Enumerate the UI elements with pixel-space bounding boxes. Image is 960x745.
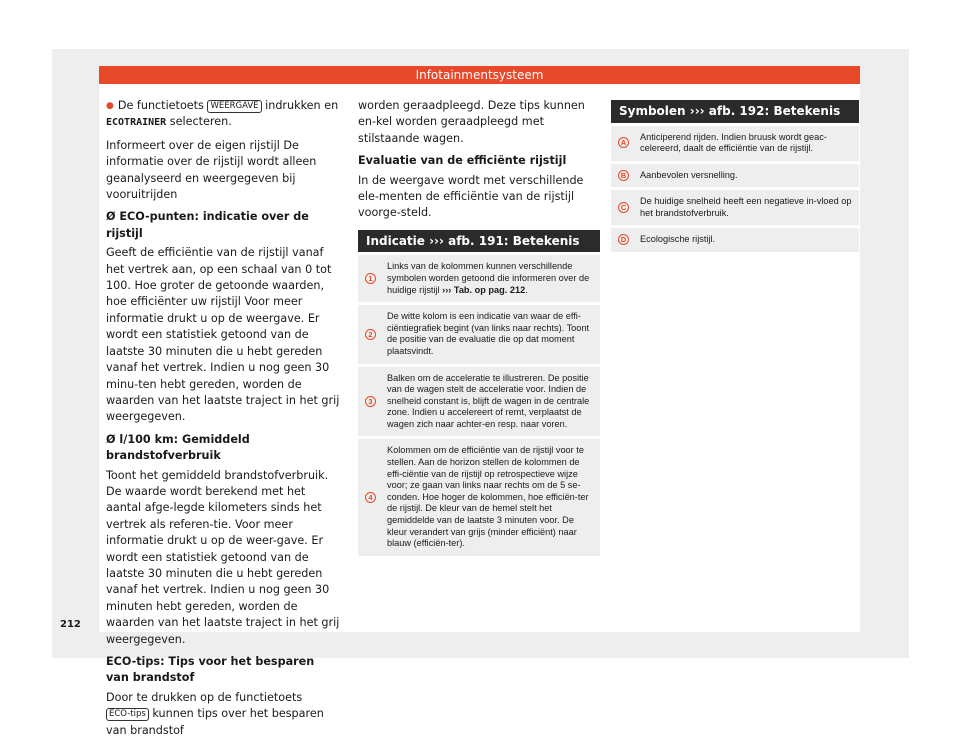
info-paragraph: Informeert over de eigen rijstijl De informatie over de rijstijl wordt alleen geanalyseerd en weergegeven bij vooruitrijden <box>106 138 317 202</box>
bullet-icon: ● <box>106 101 114 111</box>
indication-table <box>358 230 600 556</box>
eco-tips-continued: worden geraadpleegd. Deze tips kunnen en-kel worden geraadpleegd met stilstaande wagen. <box>358 99 585 145</box>
fuel-consumption-paragraph: Toont het gemiddeld brandstofverbruik. De waarde wordt berekend met het aantal afge-legde kilometers sinds het vertrek als referen-tie. Voor meer informatie drukt u op de weer-gave. Er wordt een statistiek getoond van de laatste 30 minuten die u hebt gereden vanaf het vertrek. Indien u nog geen 30 minuten hebt gereden, worden de waarden van het laatste traject in het grij weergegeven. <box>106 468 340 646</box>
column-3 <box>611 100 859 252</box>
callout-2-icon: 2 <box>365 329 376 340</box>
callout-3-icon: 3 <box>365 396 376 407</box>
eco-tips-key: ECO-tips <box>106 708 149 721</box>
callout-c-icon: C <box>618 202 629 213</box>
eco-tips-paragraph: Door te drukken op de functietoets ECO-tips kunnen tips over het besparen van brandstof <box>106 690 324 737</box>
page-number: 212 <box>60 619 81 630</box>
heading-evaluation: Evaluatie van de efficiënte rijstijl <box>358 154 567 168</box>
table-reference-link[interactable]: ››› Tab. op pag. 212 <box>442 284 526 295</box>
callout-4-icon: 4 <box>365 492 376 503</box>
evaluation-paragraph: In de weergave wordt met verschillende ele-menten de efficiëntie van de rijstijl voorge-steld. <box>358 173 584 220</box>
callout-d-icon: D <box>618 234 629 245</box>
table-row: B Aanbevolen versnelling. <box>611 162 859 189</box>
page-header: Infotainmentsysteem <box>99 66 860 84</box>
table-row: 2 De witte kolom is een indicatie van waar de effi-ciëntiegrafiek begint (van links naar rechts). Toont de positie van de evaluatie die op dat moment plaatsvindt. <box>358 304 600 365</box>
table-row: 3 Balken om de acceleratie te illustreren. De positie van de wagen stelt de acceleratie voor. Indien de snelheid constant is, blijft de wagen in de centrale zone. Indien u accelereert of remt, verplaatst de wagen zich naar achter-en resp. naar voren. <box>358 365 600 438</box>
table-row: A Anticiperend rijden. Indien bruusk wordt geac-celereerd, daalt de efficiëntie van de rijstijl. <box>611 124 859 162</box>
heading-fuel-consumption: Ø l/100 km: Gemiddeld brandstofverbruik <box>106 432 250 463</box>
weergave-key: WEERGAVE <box>207 100 261 113</box>
symbols-table <box>611 100 859 252</box>
table-row: 1 Links van de kolommen kunnen verschillende symbolen worden getoond die informeren over de huidige rijstijl ››› Tab. op pag. 212. <box>358 254 600 304</box>
heading-eco-tips: ECO-tips: Tips voor het besparen van brandstof <box>106 655 315 685</box>
column-2 <box>358 98 600 556</box>
instruction-paragraph: ● De functietoets WEERGAVE indrukken en ECOTRAINER selecteren. <box>106 99 339 129</box>
indication-table-title: Indicatie ››› afb. 191: Betekenis <box>358 230 600 254</box>
table-row: D Ecologische rijstijl. <box>611 227 859 252</box>
callout-a-icon: A <box>618 137 629 148</box>
symbols-table-title: Symbolen ››› afb. 192: Betekenis <box>611 100 859 124</box>
heading-eco-points: Ø ECO-punten: indicatie over de rijstijl <box>106 210 309 240</box>
table-row: 4 Kolommen om de efficiëntie van de rijstijl voor te stellen. Aan de horizon stellen de kolommen de effi-ciëntie van de rijstijl op retrospectieve wijze voor; ze gaan van links naar rechts om de 5 se-conden. Hoe hoger de kolommen, hoe efficiën-ter de rijstijl. De kleur van de hemel stelt het gemiddelde van de laatste 3 minuten voor. De kleur verandert van grijs (minder efficiënt) naar blauw (efficiën-ter). <box>358 438 600 556</box>
callout-1-icon: 1 <box>365 273 376 284</box>
eco-points-paragraph: Geeft de efficiëntie van de rijstijl vanaf het vertrek aan, op een schaal van 0 tot 100. Hoe groter de getoonde waarden, hoe efficiënter uw rijstijl Voor meer informatie drukt u op de weergave. Er wordt een statistiek getoond van de laatste 30 minuten die u hebt gereden vanaf het vertrek. Indien u nog geen 30 minu-ten hebt gereden, worden de waarden van het laatste traject in het grij weergegeven. <box>106 246 340 424</box>
table-row: C De huidige snelheid heeft een negatieve in-vloed op het brandstofverbruik. <box>611 189 859 227</box>
ecotrainer-label: ECOTRAINER <box>106 117 167 129</box>
column-1 <box>106 98 340 745</box>
callout-b-icon: B <box>618 170 629 181</box>
